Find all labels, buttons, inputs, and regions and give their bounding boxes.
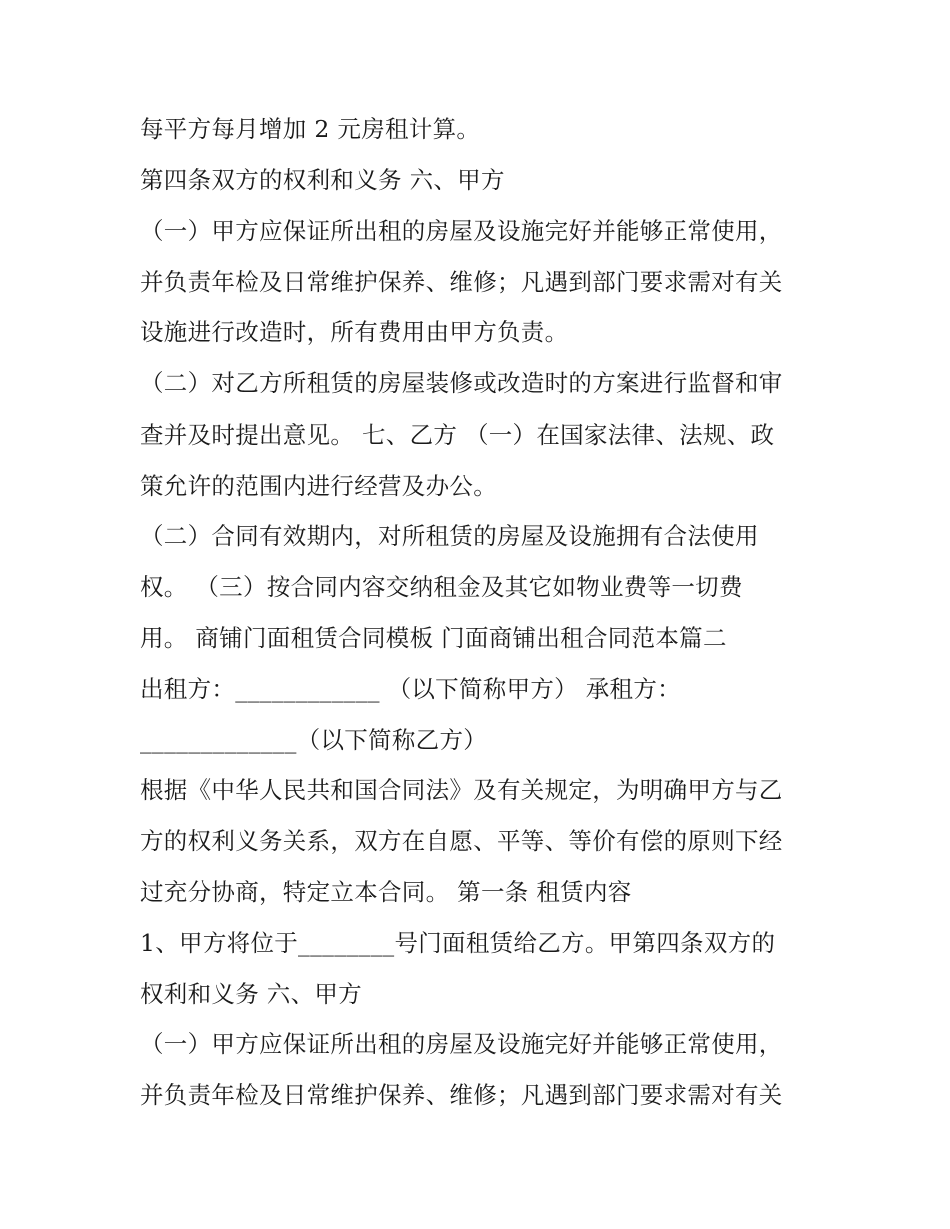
- text-line: _____________（以下简称乙方）: [140, 726, 488, 754]
- text-line: 出租方：____________ （以下简称甲方） 承租方：: [140, 675, 681, 703]
- text-line: 第四条双方的权利和义务 六、甲方: [140, 166, 505, 194]
- text-line: 策允许的范围内进行经营及办公。: [140, 472, 497, 500]
- text-line: 并负责年检及日常维护保养、维修；凡遇到部门要求需对有关: [140, 268, 783, 296]
- text-line: （一）甲方应保证所出租的房屋及设施完好并能够正常使用，: [140, 1030, 783, 1058]
- text-line: 并负责年检及日常维护保养、维修；凡遇到部门要求需对有关: [140, 1081, 783, 1109]
- text-line: 1、甲方将位于________号门面租赁给乙方。甲第四条双方的: [140, 929, 776, 957]
- text-line: 查并及时提出意见。 七、乙方 （一）在国家法律、法规、政: [140, 421, 775, 449]
- text-line: （一）甲方应保证所出租的房屋及设施完好并能够正常使用，: [140, 217, 783, 245]
- text-line: 每平方每月增加 2 元房租计算。: [140, 115, 481, 143]
- text-line: 根据《中华人民共和国合同法》及有关规定，为明确甲方与乙: [140, 776, 783, 804]
- text-line: 用。 商铺门面租赁合同模板 门面商铺出租合同范本篇二: [140, 624, 727, 652]
- text-line: 设施进行改造时，所有费用由甲方负责。: [140, 318, 569, 346]
- text-line: 权。 （三）按合同内容交纳租金及其它如物业费等一切费: [140, 573, 743, 601]
- text-line: 权利和义务 六、甲方: [140, 980, 362, 1008]
- text-line: （二）对乙方所租赁的房屋装修或改造时的方案进行监督和审: [140, 369, 783, 397]
- text-line: 过充分协商，特定立本合同。 第一条 租赁内容: [140, 878, 632, 906]
- text-line: （二）合同有效期内，对所租赁的房屋及设施拥有合法使用: [140, 522, 759, 550]
- text-line: 方的权利义务关系，双方在自愿、平等、等价有偿的原则下经: [140, 827, 783, 855]
